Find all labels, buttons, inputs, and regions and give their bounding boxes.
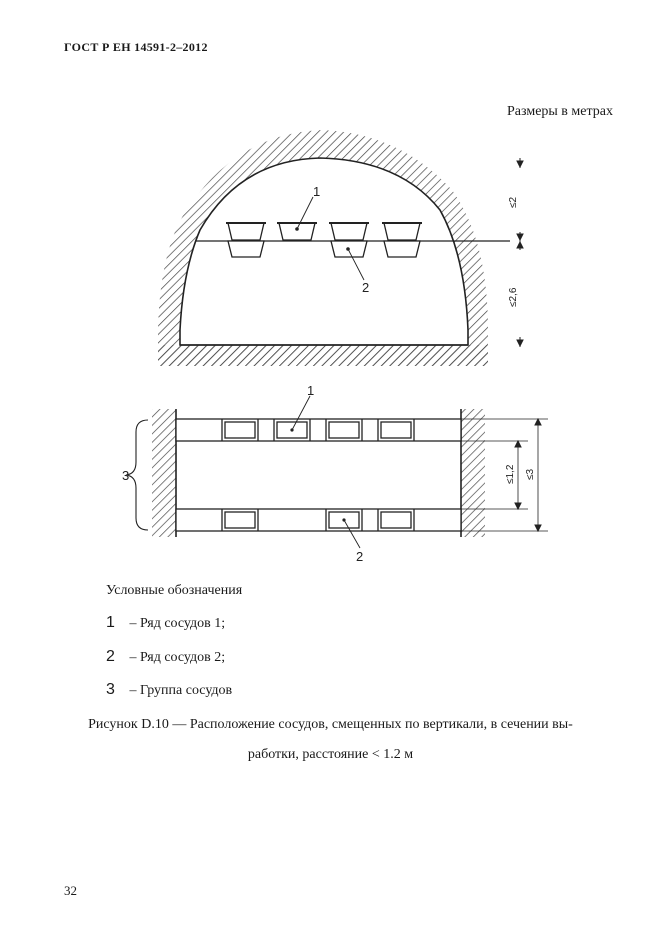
plan-left-wall bbox=[152, 409, 176, 537]
plan-label-2: 2 bbox=[356, 549, 364, 564]
section-dimensions bbox=[517, 158, 523, 347]
legend-number: 3 bbox=[106, 681, 115, 698]
dim-outer: ≤3 bbox=[525, 468, 536, 480]
section-label-2: 2 bbox=[362, 280, 370, 295]
section-label-1: 1 bbox=[313, 184, 321, 199]
tunnel-section bbox=[158, 130, 523, 366]
section-floor bbox=[158, 345, 488, 366]
dim-inner: ≤1,2 bbox=[505, 464, 516, 484]
plan-row-2 bbox=[176, 509, 461, 531]
vessel bbox=[228, 223, 264, 240]
plan-right-wall bbox=[461, 409, 485, 537]
group-brace bbox=[126, 420, 148, 530]
vessel bbox=[228, 241, 264, 257]
plan-label-1: 1 bbox=[307, 383, 315, 398]
vessel bbox=[384, 223, 420, 240]
dim-upper: ≤2 bbox=[508, 196, 519, 208]
figure-caption-line-2: работки, расстояние < 1.2 м bbox=[247, 747, 414, 762]
plan-label-3: 3 bbox=[122, 468, 130, 483]
legend-text: – Ряд сосудов 2; bbox=[129, 650, 226, 665]
vessel bbox=[384, 241, 420, 257]
page-number: 32 bbox=[64, 883, 77, 898]
legend-item bbox=[106, 614, 225, 632]
legend-number: 2 bbox=[106, 648, 115, 665]
document-header: ГОСТ Р ЕН 14591-2–2012 bbox=[64, 40, 208, 54]
legend-item bbox=[106, 648, 225, 666]
vessel bbox=[279, 223, 315, 240]
dim-lower: ≤2,6 bbox=[508, 287, 519, 307]
legend-item bbox=[106, 681, 232, 699]
plan-row-1 bbox=[176, 419, 461, 441]
figure-caption-line-1: Рисунок D.10 — Расположение сосудов, смещенных по вертикали, в сечении вы- bbox=[88, 717, 573, 732]
units-note: Размеры в метрах bbox=[507, 104, 613, 119]
tunnel-plan bbox=[122, 383, 548, 564]
legend-title: Условные обозначения bbox=[106, 583, 243, 598]
vessel bbox=[331, 223, 367, 240]
legend-number: 1 bbox=[106, 614, 115, 631]
legend-text: – Группа сосудов bbox=[129, 683, 233, 698]
legend-text: – Ряд сосудов 1; bbox=[129, 616, 226, 631]
